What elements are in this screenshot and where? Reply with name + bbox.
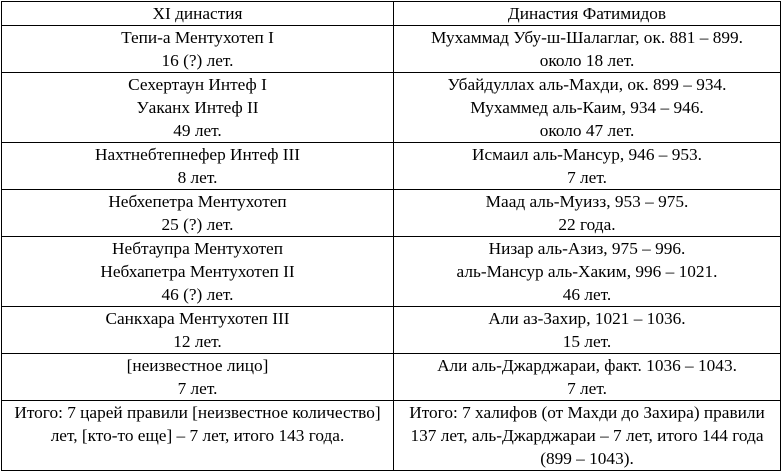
fatimid-ruler-line: 7 лет. xyxy=(567,379,607,398)
fatimid-ruler-cell xyxy=(394,354,781,401)
table-row xyxy=(2,143,781,190)
fatimid-ruler-cell xyxy=(394,26,781,73)
fatimid-ruler-line: Мухаммед аль-Каим, 934 – 946. xyxy=(470,98,704,117)
dynasty-comparison-table xyxy=(1,1,781,471)
egypt-total-cell xyxy=(2,401,394,471)
fatimid-ruler-cell xyxy=(394,143,781,190)
egypt-ruler-cell xyxy=(2,237,394,307)
fatimid-ruler-line: Али аль-Джарджараи, факт. 1036 – 1043. xyxy=(437,356,737,375)
egypt-ruler-line: 12 лет. xyxy=(173,332,222,351)
header-row xyxy=(2,2,781,26)
egypt-ruler-line: Небхепетра Ментухотеп xyxy=(108,192,287,211)
fatimid-ruler-line: аль-Мансур аль-Хаким, 996 – 1021. xyxy=(456,262,718,281)
table-row xyxy=(2,190,781,237)
egypt-ruler-line: 25 (?) лет. xyxy=(161,215,234,234)
fatimid-ruler-cell xyxy=(394,73,781,143)
fatimid-ruler-line: 46 лет. xyxy=(562,285,612,304)
egypt-ruler-line: 49 лет. xyxy=(173,121,222,140)
egypt-ruler-line: Сехертаун Интеф I xyxy=(128,75,267,94)
egypt-total-text: Итого: 7 царей правили [неизвестное количество] лет, [кто-то еще] – 7 лет, итого 143 года. xyxy=(14,403,381,445)
egypt-ruler-cell xyxy=(2,73,394,143)
egypt-ruler-line: Небхапетра Ментухотеп II xyxy=(100,262,295,281)
fatimid-ruler-line: Низар аль-Азиз, 975 – 996. xyxy=(488,239,686,258)
egypt-ruler-line: 8 лет. xyxy=(177,168,218,187)
egypt-ruler-line: Небтаупра Ментухотеп xyxy=(112,239,283,258)
egypt-ruler-line: 7 лет. xyxy=(177,379,218,398)
table-row xyxy=(2,73,781,143)
egypt-ruler-line: 46 (?) лет. xyxy=(161,285,234,304)
fatimid-ruler-line: Али аз-Захир, 1021 – 1036. xyxy=(488,309,686,328)
fatimid-ruler-line: около 47 лет. xyxy=(539,121,635,140)
egypt-ruler-line: [неизвестное лицо] xyxy=(126,356,269,375)
fatimid-ruler-line: около 18 лет. xyxy=(539,51,635,70)
egypt-ruler-line: Тепи-а Ментухотеп I xyxy=(121,28,274,47)
fatimid-ruler-line: 7 лет. xyxy=(567,168,607,187)
table-row xyxy=(2,354,781,401)
fatimid-ruler-cell xyxy=(394,190,781,237)
egypt-ruler-cell xyxy=(2,143,394,190)
fatimid-ruler-line: Исмаил аль-Мансур, 946 – 953. xyxy=(471,145,702,164)
egypt-ruler-line: Нахтнебтепнефер Интеф III xyxy=(95,145,300,164)
egypt-ruler-cell xyxy=(2,354,394,401)
fatimid-total-text: Итого: 7 халифов (от Махди до Захира) правили 137 лет, аль-Джарджараи – 7 лет, итого 144 года (899 – 1043). xyxy=(409,403,765,468)
table-row xyxy=(2,307,781,354)
egypt-ruler-cell xyxy=(2,307,394,354)
egypt-ruler-cell xyxy=(2,190,394,237)
fatimid-ruler-line: Убайдуллах аль-Махди, ок. 899 – 934. xyxy=(447,75,727,94)
fatimid-ruler-line: Маад аль-Муизз, 953 – 975. xyxy=(485,192,689,211)
header-xi-dynasty: XI династия xyxy=(2,2,394,26)
fatimid-ruler-cell xyxy=(394,237,781,307)
total-row xyxy=(2,401,781,471)
fatimid-ruler-line: 15 лет. xyxy=(562,332,612,351)
egypt-ruler-line: Санкхара Ментухотеп III xyxy=(105,309,290,328)
header-fatimid-dynasty: Династия Фатимидов xyxy=(394,2,781,26)
table-row xyxy=(2,26,781,73)
table-row xyxy=(2,237,781,307)
fatimid-ruler-line: 22 года. xyxy=(558,215,616,234)
fatimid-ruler-line: Мухаммад Убу-ш-Шалаглаг, ок. 881 – 899. xyxy=(431,28,743,47)
fatimid-total-cell xyxy=(394,401,781,471)
fatimid-ruler-cell xyxy=(394,307,781,354)
egypt-ruler-cell xyxy=(2,26,394,73)
egypt-ruler-line: 16 (?) лет. xyxy=(161,51,234,70)
egypt-ruler-line: Уаканх Интеф II xyxy=(136,98,259,117)
